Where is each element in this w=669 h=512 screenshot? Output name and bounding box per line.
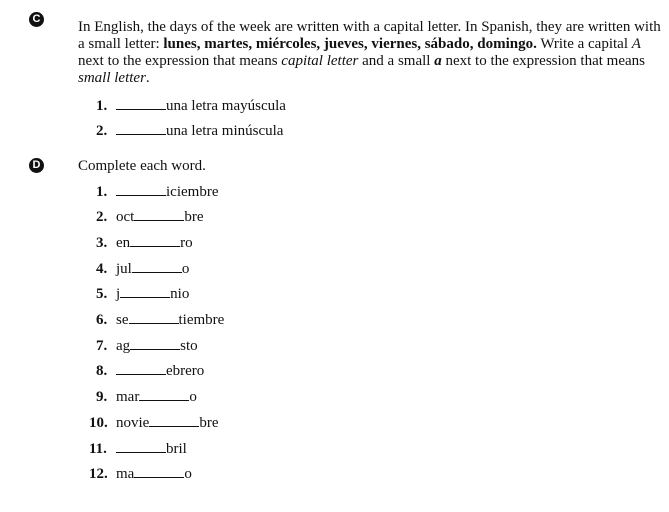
word-item (89, 440, 187, 458)
item-number: 6. (96, 312, 108, 328)
answer-blank[interactable] (130, 234, 180, 247)
word-item (96, 183, 218, 201)
answer-blank[interactable] (120, 285, 170, 298)
word-end: o (181, 261, 190, 277)
item-number: 5. (96, 286, 108, 302)
section-c-badge: C (29, 12, 44, 27)
word-start: jul (116, 261, 132, 277)
item-text: una letra mayúscula (166, 98, 286, 114)
word-item (96, 260, 189, 278)
word-start: oct (116, 209, 135, 225)
word-item (96, 362, 204, 380)
item-number: 10. (89, 415, 108, 431)
word-end: tiembre (178, 312, 225, 328)
word-start: en (116, 235, 131, 251)
answer-blank[interactable] (149, 414, 199, 427)
answer-blank[interactable] (116, 362, 166, 375)
word-item (96, 234, 193, 252)
answer-blank[interactable] (132, 260, 182, 273)
word-item (96, 337, 198, 355)
answer-blank[interactable] (134, 208, 184, 221)
section-c-item-2 (96, 122, 283, 140)
item-number: 12. (89, 466, 108, 482)
word-start: mar (116, 389, 140, 405)
item-text: una letra minúscula (166, 123, 284, 139)
word-end: ro (180, 235, 193, 251)
section-c-instructions: In English, the days of the week are written with a capital letter. In Spanish, they are written with a small letter: lunes, martes, miércoles, jueves, viernes, sábado, domingo. Write a capital A next to the expression that means capital letter and a small a next to the expression that means small letter. (78, 19, 661, 86)
answer-blank[interactable] (139, 388, 189, 401)
word-item (89, 414, 218, 432)
word-item (96, 388, 197, 406)
word-end: nio (170, 286, 190, 302)
section-d-instruction: Complete each word. (78, 158, 206, 174)
word-item (89, 465, 192, 483)
word-start: ma (116, 466, 135, 482)
word-start: novie (116, 415, 150, 431)
word-end: bre (199, 415, 219, 431)
answer-blank[interactable] (116, 440, 166, 453)
item-number: 9. (96, 389, 108, 405)
word-end: bre (184, 209, 204, 225)
item-number: 4. (96, 261, 108, 277)
section-c-item-1 (96, 97, 286, 115)
word-end: o (184, 466, 192, 482)
word-end: ebrero (166, 363, 205, 379)
section-d-badge: D (29, 158, 44, 173)
word-start: j (116, 286, 121, 302)
item-number: 2. (96, 123, 108, 139)
word-start: se (116, 312, 129, 328)
item-number: 1. (96, 184, 108, 200)
item-number: 2. (96, 209, 108, 225)
word-end: o (189, 389, 197, 405)
answer-blank[interactable] (116, 183, 166, 196)
word-item (96, 311, 224, 329)
item-number: 8. (96, 363, 108, 379)
answer-blank[interactable] (134, 465, 184, 478)
word-item (96, 285, 189, 303)
item-number: 1. (96, 98, 108, 114)
word-end: sto (180, 338, 198, 354)
word-start: ag (116, 338, 131, 354)
item-number: 11. (89, 441, 107, 457)
item-number: 3. (96, 235, 108, 251)
answer-blank[interactable] (116, 97, 166, 110)
answer-blank[interactable] (116, 122, 166, 135)
word-end: bril (166, 441, 187, 457)
answer-blank[interactable] (129, 311, 179, 324)
item-number: 7. (96, 338, 108, 354)
answer-blank[interactable] (130, 337, 180, 350)
word-item (96, 208, 203, 226)
word-end: iciembre (166, 184, 219, 200)
